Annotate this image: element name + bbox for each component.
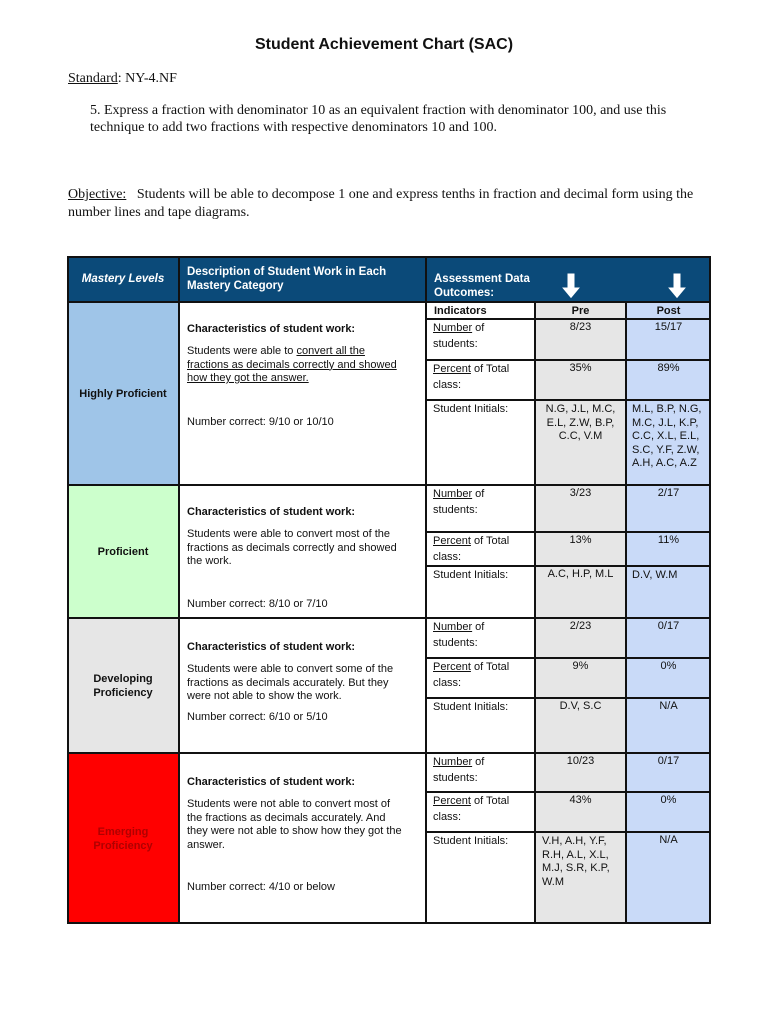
level-emerging-proficiency: Emerging Proficiency bbox=[67, 753, 179, 924]
number-correct: Number correct: 4/10 or below bbox=[187, 881, 335, 893]
indicator-percent-rest: of Total class: bbox=[433, 795, 510, 823]
indicator-number-rest: of students: bbox=[433, 756, 485, 784]
objective-label: Objective: bbox=[68, 187, 127, 202]
indicator-percent-u: Percent bbox=[433, 661, 471, 673]
pre-initials: A.C, H.P, M.L bbox=[535, 566, 626, 618]
level-highly-proficient: Highly Proficient bbox=[67, 302, 179, 485]
level-proficient: Proficient bbox=[67, 485, 179, 618]
description-emerging bbox=[179, 753, 426, 924]
post-percent: 0% bbox=[626, 658, 711, 698]
indicator-number-rest: of students: bbox=[433, 621, 485, 649]
pre-number: 8/23 bbox=[535, 319, 626, 360]
indicator-percent-rest: of Total class: bbox=[433, 363, 510, 391]
indicator-percent bbox=[426, 658, 535, 698]
description-text-underlined: convert all the fractions as decimals correctly and showed how they got the answer. bbox=[187, 345, 397, 384]
post-initials: N/A bbox=[626, 698, 711, 753]
standard-value: : NY-4.NF bbox=[117, 71, 177, 86]
standard-line bbox=[68, 71, 177, 87]
characteristics-label: Characteristics of student work: bbox=[187, 776, 356, 788]
header-assessment: Assessment Data Outcomes: bbox=[434, 273, 530, 299]
indicator-number bbox=[426, 319, 535, 360]
indicator-number-u: Number bbox=[433, 621, 473, 633]
number-correct: Number correct: 9/10 or 10/10 bbox=[187, 416, 334, 428]
pre-initials: V.H, A.H, Y.F, R.H, A.L, X.L, M.J, S.R, K.P, W.M bbox=[535, 832, 626, 924]
objective-text: Students will be able to decompose 1 one and express tenths in fraction and decimal form using the number lines and tape diagrams. bbox=[68, 187, 694, 220]
page-title: Student Achievement Chart (SAC) bbox=[254, 36, 514, 53]
description-developing bbox=[179, 618, 426, 753]
indicator-number-rest: of students: bbox=[433, 488, 485, 516]
indicator-percent bbox=[426, 360, 535, 400]
header-assessment-block bbox=[426, 256, 711, 302]
pre-percent: 35% bbox=[535, 360, 626, 400]
indicator-number bbox=[426, 618, 535, 658]
pre-initials: D.V, S.C bbox=[535, 698, 626, 753]
number-correct: Number correct: 6/10 or 5/10 bbox=[187, 711, 328, 723]
header-pre: Pre bbox=[535, 302, 626, 319]
objective bbox=[68, 186, 708, 222]
indicator-percent-u: Percent bbox=[433, 363, 471, 375]
header-mastery-levels: Mastery Levels bbox=[67, 256, 179, 302]
indicator-number-u: Number bbox=[433, 756, 473, 768]
indicator-number bbox=[426, 485, 535, 532]
pre-number: 10/23 bbox=[535, 753, 626, 792]
indicator-number-u: Number bbox=[433, 322, 473, 334]
characteristics-label: Characteristics of student work: bbox=[187, 506, 356, 518]
pre-percent: 43% bbox=[535, 792, 626, 832]
indicator-percent bbox=[426, 792, 535, 832]
pre-number: 2/23 bbox=[535, 618, 626, 658]
number-correct: Number correct: 8/10 or 7/10 bbox=[187, 598, 328, 610]
description-text: Students were able to convert some of the fractions as decimals accurately. But they were not able to show the work. bbox=[187, 663, 394, 702]
post-percent: 11% bbox=[626, 532, 711, 566]
indicator-initials: Student Initials: bbox=[426, 400, 535, 485]
post-number: 2/17 bbox=[626, 485, 711, 532]
indicator-number-u: Number bbox=[433, 488, 473, 500]
post-percent: 0% bbox=[626, 792, 711, 832]
post-initials: M.L, B.P, N.G, M.C, J.L, K.P, C.C, X.L, E.L, S.C, Y.F, Z.W, A.H, A.C, A.Z bbox=[626, 400, 711, 485]
pre-percent: 9% bbox=[535, 658, 626, 698]
achievement-table bbox=[67, 256, 711, 924]
indicator-percent-rest: of Total class: bbox=[433, 661, 510, 689]
level-developing-proficiency: Developing Proficiency bbox=[67, 618, 179, 753]
standard-item: 5. Express a fraction with denominator 10 as an equivalent fraction with denominator 100, and use this technique to add two fractions with respective denominators 10 and 100. bbox=[90, 103, 667, 135]
pre-initials: N.G, J.L, M.C, E.L, Z.W, B.P, C.C, V.M bbox=[535, 400, 626, 485]
indicator-percent bbox=[426, 532, 535, 566]
description-text: Students were not able to convert most of the fractions as decimals accurately. And they were not able to show how they got the answer. bbox=[187, 798, 402, 851]
indicator-percent-rest: of Total class: bbox=[433, 535, 510, 563]
characteristics-label: Characteristics of student work: bbox=[187, 641, 356, 653]
indicator-number-rest: of students: bbox=[433, 322, 485, 350]
post-initials: D.V, W.M bbox=[626, 566, 711, 618]
down-arrow-icon bbox=[560, 272, 582, 300]
standard-label: Standard bbox=[68, 71, 118, 86]
indicator-initials: Student Initials: bbox=[426, 832, 535, 924]
post-number: 0/17 bbox=[626, 618, 711, 658]
indicator-initials: Student Initials: bbox=[426, 566, 535, 618]
description-proficient bbox=[179, 485, 426, 618]
description-text-plain: Students were able to bbox=[187, 345, 297, 357]
indicator-percent-u: Percent bbox=[433, 535, 471, 547]
down-arrow-icon bbox=[666, 272, 688, 300]
header-post: Post bbox=[626, 302, 711, 319]
post-percent: 89% bbox=[626, 360, 711, 400]
indicator-initials: Student Initials: bbox=[426, 698, 535, 753]
description-text bbox=[187, 345, 405, 386]
header-description: Description of Student Work in Each Mastery Category bbox=[179, 256, 426, 302]
indicator-percent-u: Percent bbox=[433, 795, 471, 807]
post-initials: N/A bbox=[626, 832, 711, 924]
description-highly-proficient bbox=[179, 302, 426, 485]
post-number: 15/17 bbox=[626, 319, 711, 360]
characteristics-label: Characteristics of student work: bbox=[187, 323, 356, 335]
post-number: 0/17 bbox=[626, 753, 711, 792]
pre-percent: 13% bbox=[535, 532, 626, 566]
pre-number: 3/23 bbox=[535, 485, 626, 532]
description-text: Students were able to convert most of the fractions as decimals correctly and showed the work. bbox=[187, 528, 397, 567]
indicator-number bbox=[426, 753, 535, 792]
header-indicators: Indicators bbox=[426, 302, 535, 319]
